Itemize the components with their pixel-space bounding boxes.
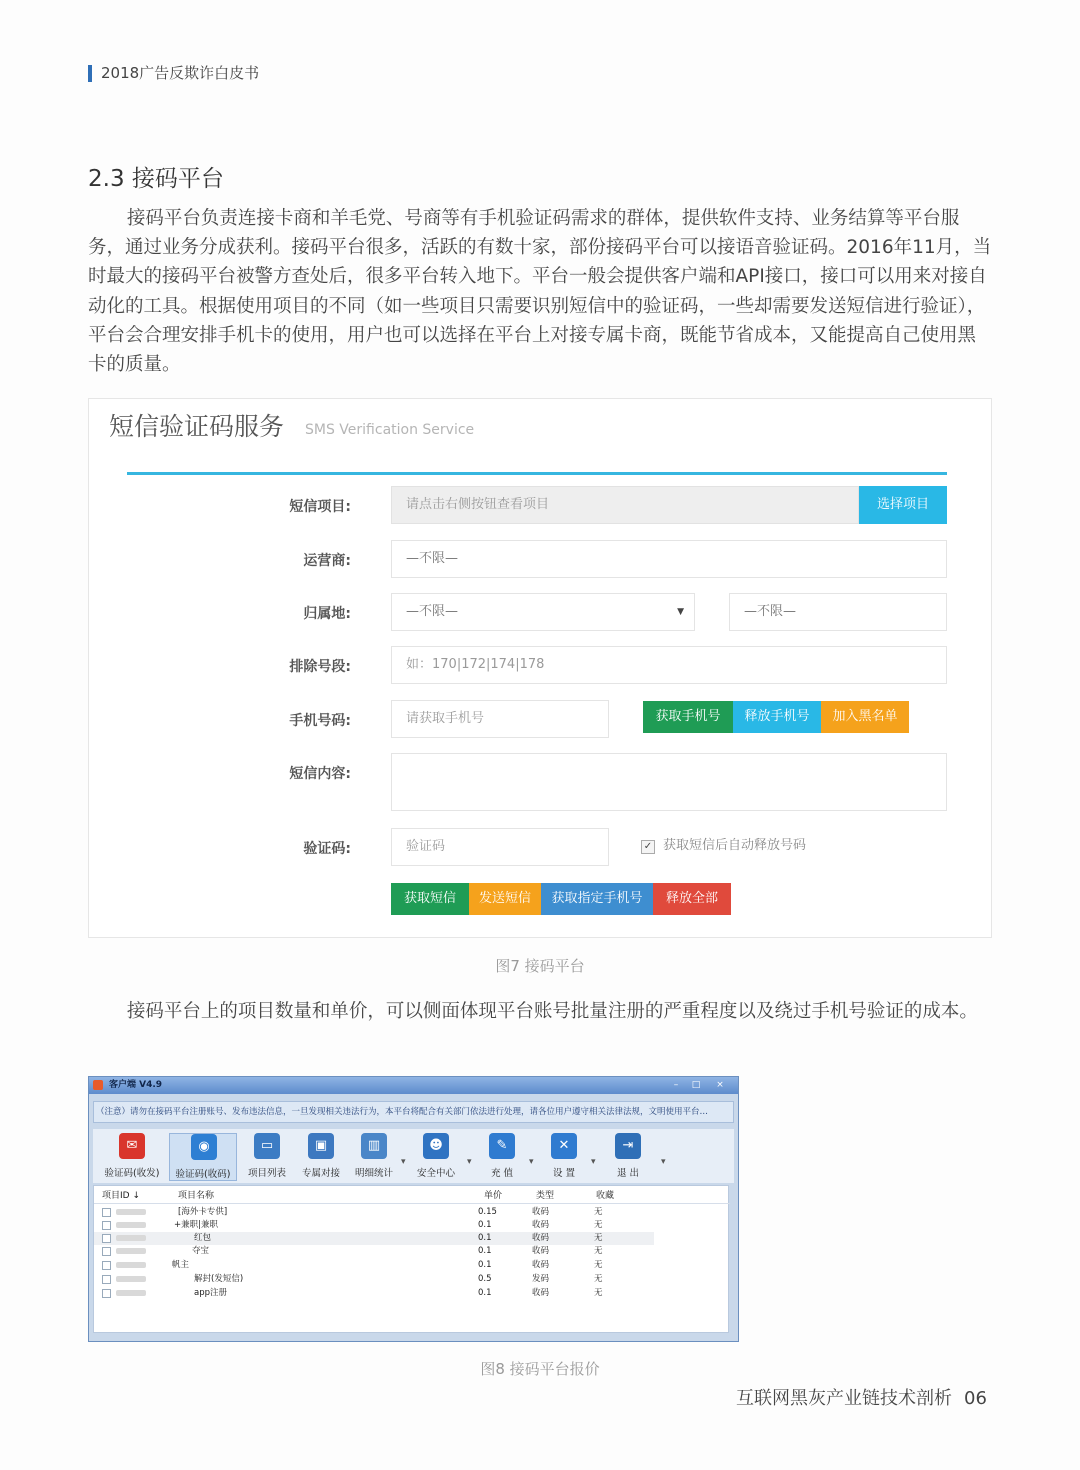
toolbar-label: 退 出 — [616, 1168, 640, 1179]
redacted-id — [116, 1248, 146, 1254]
release-phone-button[interactable]: 释放手机号 — [733, 701, 821, 733]
chat-icon: ◉ — [191, 1134, 217, 1160]
row-checkbox[interactable] — [102, 1208, 111, 1217]
row-checkbox[interactable] — [102, 1289, 111, 1298]
row-checkbox[interactable] — [102, 1275, 111, 1284]
phone-label: 手机号码: — [289, 713, 351, 729]
toolbar-label: 安全中心 — [416, 1168, 455, 1179]
row-favorite: 无 — [594, 1220, 603, 1230]
toolbar-sms-receive[interactable] — [169, 1133, 237, 1181]
toolbar-dropdown-icon[interactable]: ▾ — [661, 1157, 666, 1167]
app-icon — [93, 1080, 103, 1090]
exit-icon: ⇥ — [615, 1133, 641, 1159]
blacklist-button[interactable]: 加入黑名单 — [821, 701, 909, 733]
row-favorite: 无 — [594, 1288, 603, 1298]
maximize-icon[interactable]: □ — [691, 1080, 701, 1090]
exclude-prefix-input[interactable]: 如：170|172|174|178 — [391, 646, 947, 684]
figure-client-window — [88, 1076, 739, 1342]
chart-icon: ▥ — [361, 1133, 387, 1159]
redacted-id — [116, 1262, 146, 1268]
column-favorite[interactable]: 收藏 — [596, 1191, 615, 1201]
table-row[interactable] — [94, 1232, 730, 1245]
row-price: 0.1 — [478, 1220, 492, 1230]
minimize-icon[interactable]: – — [673, 1080, 679, 1090]
page-footer — [736, 1387, 987, 1411]
row-favorite: 无 — [594, 1246, 603, 1256]
redacted-id — [116, 1222, 146, 1228]
exclude-label: 排除号段: — [289, 659, 351, 675]
release-all-button[interactable]: 释放全部 — [653, 883, 731, 915]
toolbar-label: 充 值 — [490, 1168, 514, 1179]
paragraph-pricing: 接码平台上的项目数量和单价，可以侧面体现平台账号批量注册的严重程度以及绕过手机号验证的成本。 — [126, 1001, 978, 1022]
section-title: 2.3 接码平台 — [88, 166, 224, 192]
phone-input[interactable]: 请获取手机号 — [391, 700, 609, 738]
sms-content-label: 短信内容: — [289, 766, 351, 782]
page-number: 06 — [964, 1388, 987, 1409]
footer-title: 互联网黑灰产业链技术剖析 — [736, 1388, 952, 1409]
row-checkbox[interactable] — [102, 1234, 111, 1243]
row-name: 夺宝 — [192, 1246, 210, 1256]
code-label: 验证码: — [303, 841, 351, 857]
column-price[interactable]: 单价 — [484, 1191, 503, 1201]
column-type[interactable]: 类型 — [536, 1191, 555, 1201]
row-name: app注册 — [194, 1288, 227, 1298]
toolbar-project-list[interactable] — [243, 1133, 291, 1181]
toolbar-statistics[interactable] — [349, 1133, 399, 1181]
paragraph-intro: 接码平台负责连接卡商和羊毛党、号商等有手机验证码需求的群体，提供软件支持、业务结算等平台服务，通过业务分成获利。接码平台很多，活跃的有数十家，部份接码平台可以接语音验证码。2016年11月，当时最大的接码平台被警方查处后，很多平台转入地下。平台一般会提供客户端和API接口，接口可以用来对接自动化的工具。根据使用项目的不同（如一些项目只需要识别短信中的验证码，一些却需要发送短信进行验证），平台会合理安排手机卡的使用，用户也可以选择在平台上对接专属卡商，既能节省成本，又能提高自己使用黑卡的质量。 — [88, 208, 992, 376]
toolbar-dedicated[interactable] — [297, 1133, 345, 1181]
row-favorite: 无 — [594, 1233, 603, 1243]
figure8-caption: 图8 接码平台报价 — [480, 1360, 600, 1378]
table-row[interactable] — [94, 1219, 730, 1232]
province-select[interactable] — [391, 593, 695, 631]
title-divider — [127, 472, 947, 475]
figure-sms-service-form — [88, 398, 992, 938]
table-row[interactable] — [94, 1245, 730, 1258]
get-specific-phone-button[interactable]: 获取指定手机号 — [541, 883, 653, 915]
redacted-id — [116, 1290, 146, 1296]
toolbar-dropdown-icon[interactable]: ▾ — [401, 1157, 406, 1167]
window-icon: ▣ — [308, 1133, 334, 1159]
row-type: 发码 — [532, 1274, 550, 1284]
users-icon: ☻ — [423, 1133, 449, 1159]
project-price-table — [93, 1185, 729, 1333]
row-favorite: 无 — [594, 1207, 603, 1217]
row-name: [海外卡专供] — [178, 1207, 228, 1217]
toolbar-security[interactable] — [411, 1133, 461, 1181]
close-icon[interactable]: × — [716, 1080, 724, 1090]
toolbar-label: 验证码(收发) — [104, 1168, 160, 1179]
row-favorite: 无 — [594, 1260, 603, 1270]
code-input[interactable]: 验证码 — [391, 828, 609, 866]
row-price: 0.1 — [478, 1246, 492, 1256]
redacted-id — [116, 1209, 146, 1215]
toolbar-sms-send-receive[interactable] — [99, 1133, 165, 1181]
project-field[interactable]: 请点击右侧按钮查看项目 — [391, 486, 859, 524]
row-price: 0.5 — [478, 1274, 492, 1284]
row-name: 帆主 — [172, 1260, 190, 1270]
get-sms-button[interactable]: 获取短信 — [391, 883, 469, 915]
region-label: 归属地: — [303, 606, 351, 622]
send-sms-button[interactable]: 发送短信 — [469, 883, 541, 915]
get-phone-button[interactable]: 获取手机号 — [643, 701, 733, 733]
toolbar-label: 设 置 — [552, 1168, 576, 1179]
row-name: 红包 — [194, 1233, 212, 1243]
notice-banner: （注意）请勿在接码平台注册账号、发布违法信息，一旦发现相关违法行为，本平台将配合有关部门依法进行处理，请各位用户遵守相关法律法规，文明使用平台… — [93, 1101, 734, 1123]
row-checkbox[interactable] — [102, 1247, 111, 1256]
tools-icon: ✕ — [551, 1133, 577, 1159]
redacted-id — [116, 1235, 146, 1241]
redacted-id — [116, 1276, 146, 1282]
auto-release-label: 获取短信后自动释放号码 — [663, 838, 807, 853]
window-titlebar — [89, 1077, 739, 1094]
row-price: 0.1 — [478, 1233, 492, 1243]
toolbar-label: 专属对接 — [301, 1168, 340, 1179]
form-subtitle: SMS Verification Service — [305, 422, 475, 438]
message-icon: ✉ — [119, 1133, 145, 1159]
toolbar-exit[interactable] — [607, 1133, 649, 1181]
carrier-label: 运营商: — [303, 553, 351, 569]
toolbar-recharge[interactable] — [481, 1133, 523, 1181]
row-name: +兼职|兼职 — [174, 1220, 218, 1230]
row-type: 收码 — [532, 1288, 550, 1298]
toolbar-settings[interactable] — [543, 1133, 585, 1181]
running-header: 2018广告反欺诈白皮书 — [101, 64, 260, 82]
table-row[interactable] — [94, 1206, 730, 1219]
table-row[interactable] — [94, 1273, 730, 1286]
pen-icon: ✎ — [489, 1133, 515, 1159]
row-price: 0.1 — [478, 1288, 492, 1298]
row-type: 收码 — [532, 1246, 550, 1256]
client-toolbar — [93, 1129, 734, 1183]
header-divider — [94, 1203, 730, 1204]
toolbar-label: 明细统计 — [354, 1168, 393, 1179]
table-row[interactable] — [94, 1287, 730, 1300]
row-favorite: 无 — [594, 1274, 603, 1284]
auto-release-checkbox[interactable]: ✓ — [641, 840, 655, 854]
select-project-button[interactable]: 选择项目 — [859, 486, 947, 524]
monitor-icon: ▭ — [254, 1133, 280, 1159]
row-type: 收码 — [532, 1220, 550, 1230]
project-label: 短信项目: — [289, 499, 351, 515]
chevron-down-icon: ▼ — [677, 607, 684, 617]
column-project-name[interactable]: 项目名称 — [178, 1191, 215, 1201]
row-checkbox[interactable] — [102, 1221, 111, 1230]
row-type: 收码 — [532, 1233, 550, 1243]
header-accent-bar — [88, 65, 92, 82]
row-checkbox[interactable] — [102, 1261, 111, 1270]
sms-content-box[interactable] — [391, 753, 947, 811]
toolbar-dropdown-icon[interactable]: ▾ — [467, 1157, 472, 1167]
toolbar-label: 项目列表 — [247, 1168, 286, 1179]
window-title: 客户端 V4.9 — [109, 1080, 163, 1090]
form-title: 短信验证码服务 — [109, 412, 285, 441]
toolbar-dropdown-icon[interactable]: ▾ — [529, 1157, 534, 1167]
row-price: 0.15 — [478, 1207, 497, 1217]
table-row[interactable] — [94, 1259, 730, 1272]
row-name: 解封(发短信) — [194, 1274, 244, 1284]
carrier-select[interactable]: —不限— — [391, 540, 947, 578]
province-select-value: —不限— — [406, 604, 459, 619]
column-project-id[interactable]: 项目ID ↓ — [102, 1191, 140, 1201]
city-select[interactable]: —不限— — [729, 593, 947, 631]
row-type: 收码 — [532, 1260, 550, 1270]
row-price: 0.1 — [478, 1260, 492, 1270]
toolbar-label: 验证码(收码) — [175, 1169, 231, 1180]
figure7-caption: 图7 接码平台 — [495, 957, 585, 975]
toolbar-dropdown-icon[interactable]: ▾ — [591, 1157, 596, 1167]
row-type: 收码 — [532, 1207, 550, 1217]
